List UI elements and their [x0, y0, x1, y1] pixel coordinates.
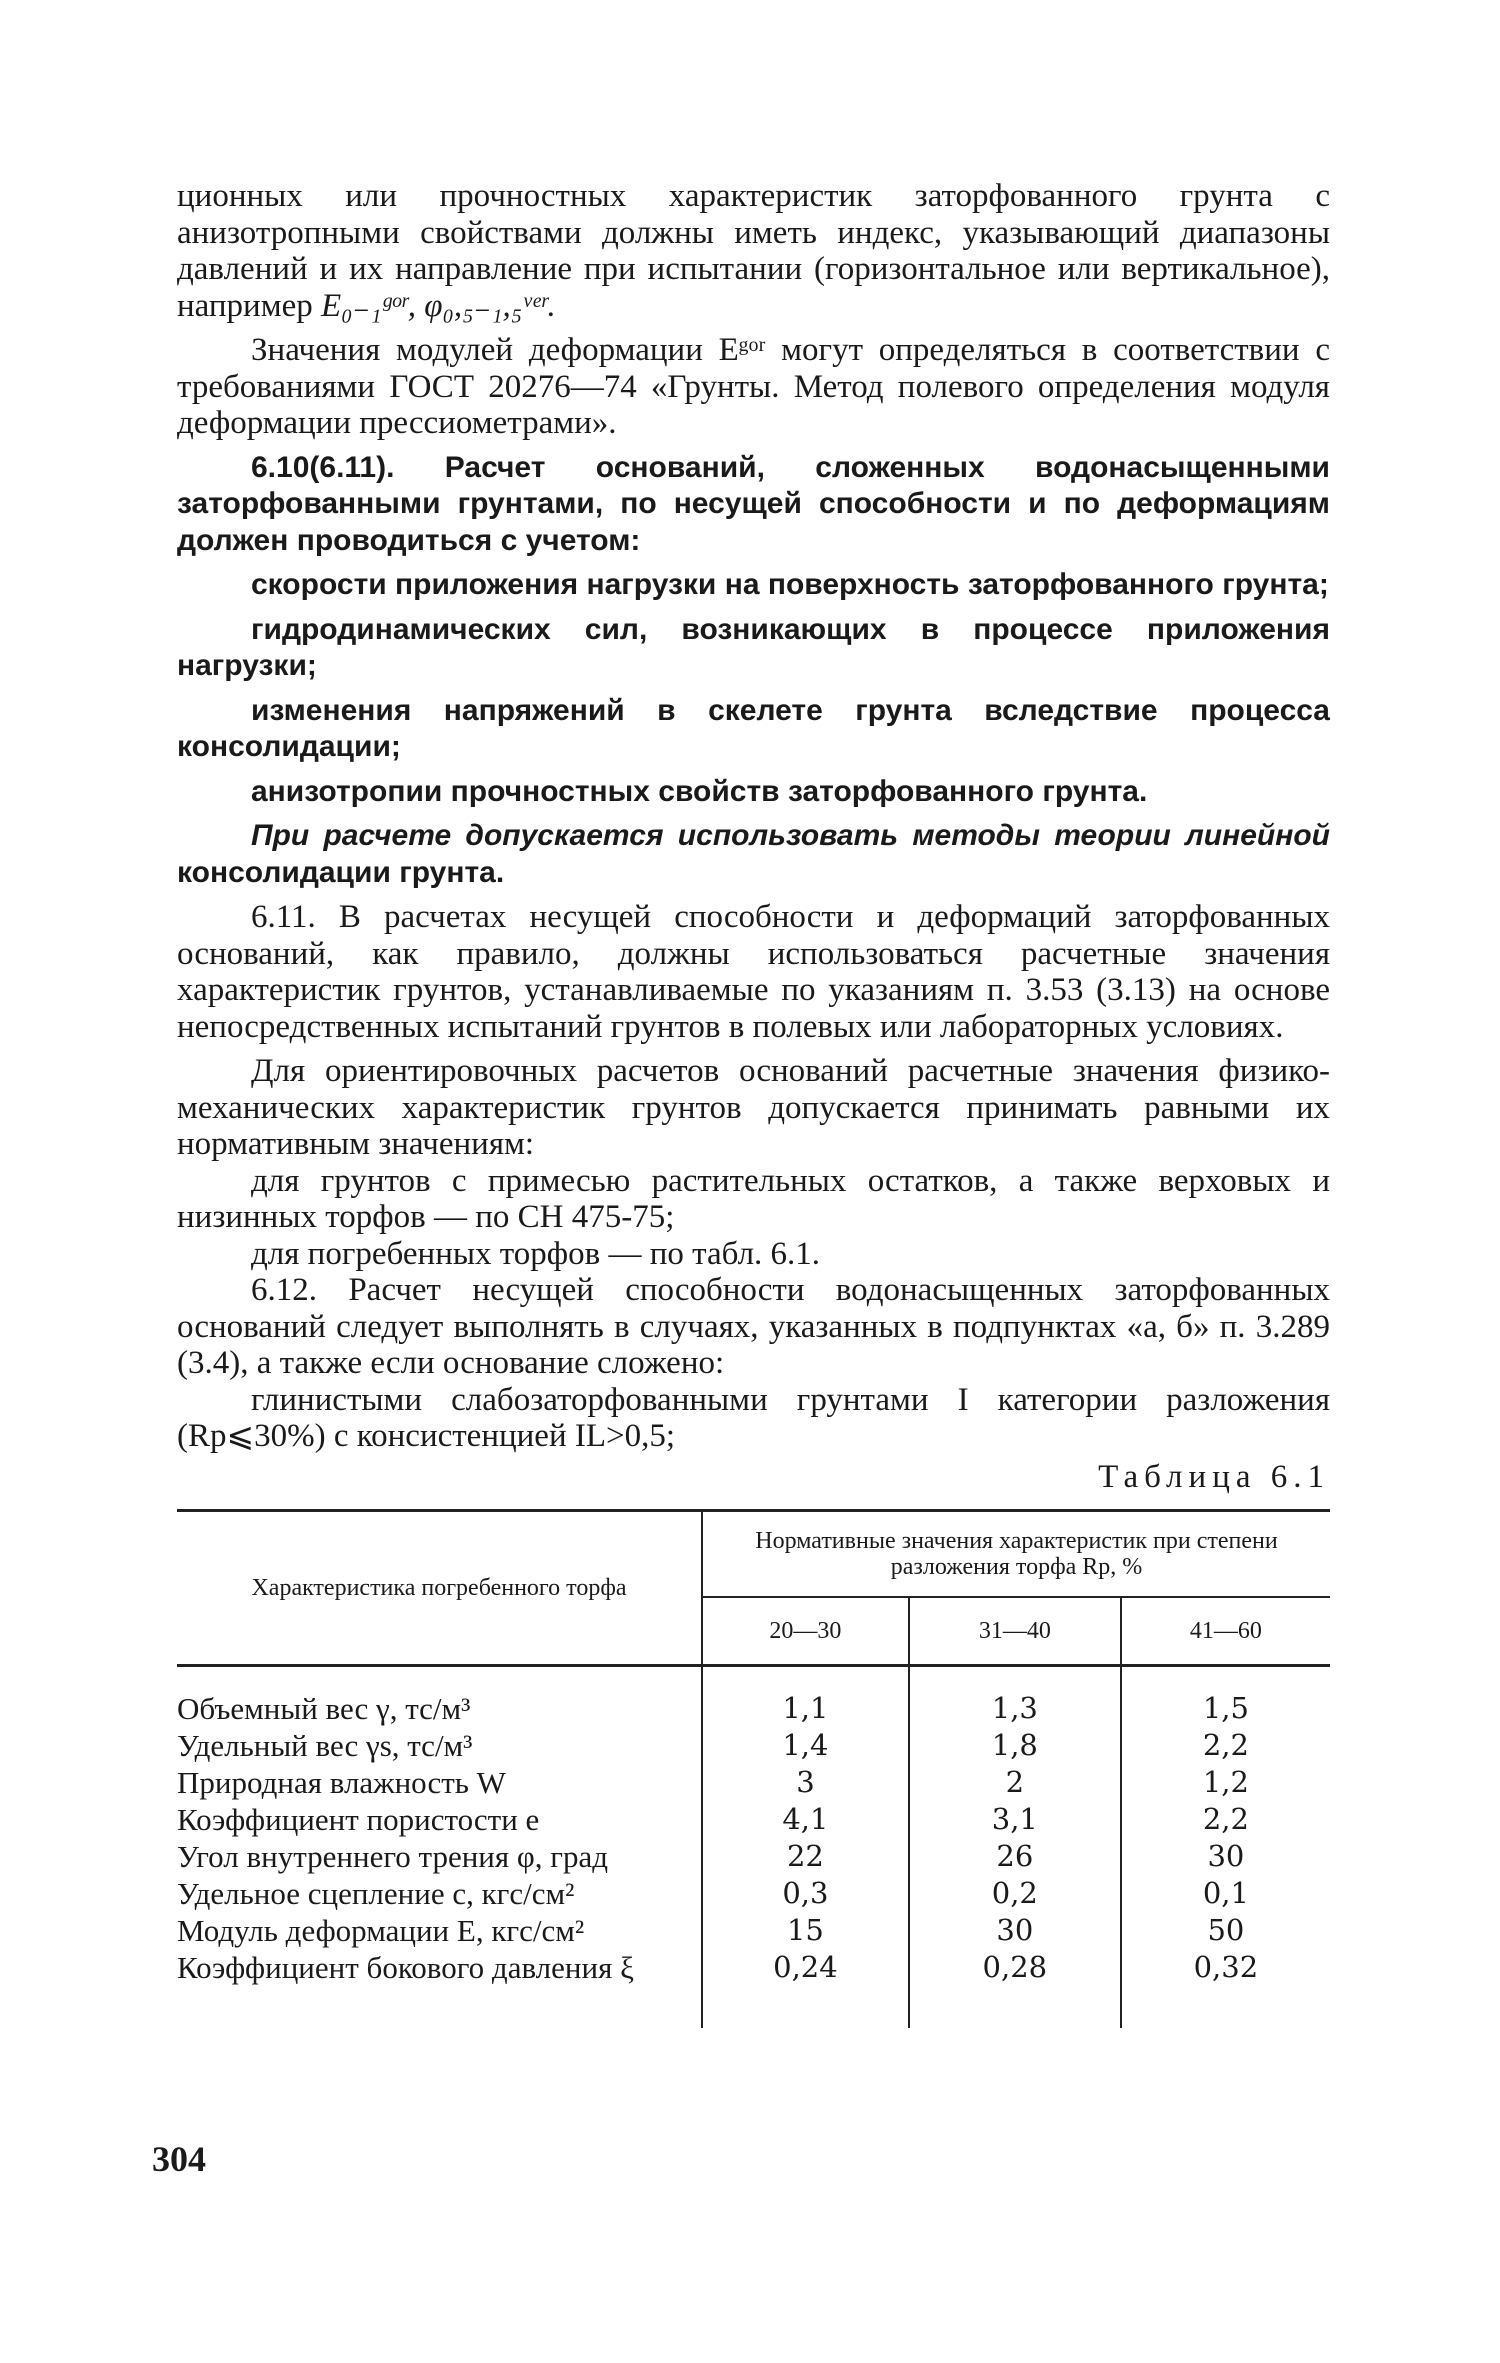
table-row — [177, 1666, 1330, 1728]
row-label: Природная влажность W — [177, 1765, 506, 1800]
col-header: 20—30 — [702, 1597, 909, 1666]
cell-value: 2,2 — [1121, 1801, 1330, 1838]
paragraph: ционных или прочностных характеристик заторфованного грунта с анизотропными свойствами должны иметь индекс, указывающий диапазоны давлений и их направление при испытании (горизонтальное или вертикальное), например E₀₋₁ᵍᵒʳ, φ₀,₅₋₁,₅ᵛᵉʳ. — [177, 178, 1330, 324]
table-title: Таблица 6.1 — [1098, 1458, 1330, 1495]
row-label: Коэффициент пористости e — [177, 1802, 540, 1837]
table-row — [177, 1764, 1330, 1801]
table-row — [177, 1801, 1330, 1838]
table-row — [177, 1912, 1330, 1949]
list-item: изменения напряжений в скелете грунта вследствие процесса консолидации; — [177, 693, 1330, 763]
list-item: глинистыми слабозаторфованными грунтами I категории разложения (Rр⩽30%) с консистенцией IL>0,5; — [177, 1381, 1330, 1454]
cell-value: 3,1 — [909, 1801, 1121, 1838]
cell-value: 0,32 — [1121, 1949, 1330, 1986]
list-item: для погребенных торфов — по табл. 6.1. — [251, 1235, 821, 1272]
section-heading: 6.10(6.11). Расчет оснований, сложенных водонасыщенными заторфованными грунтами, по несущей способности и по деформациям должен проводиться с учетом: — [177, 450, 1330, 557]
cell-value: 0,28 — [909, 1949, 1121, 1986]
col-header-characteristic: Характеристика погребенного торфа — [251, 1575, 627, 1601]
table-spacer-row — [177, 1986, 1330, 2028]
table-row — [177, 1875, 1330, 1912]
cell-value: 1,2 — [1121, 1764, 1330, 1801]
list-item: скорости приложения нагрузки на поверхность заторфованного грунта; — [251, 568, 1329, 601]
paragraph: 6.11. В расчетах несущей способности и деформаций заторфованных оснований, как правило, должны использоваться расчетные значения характеристик грунтов, устанавливаемые по указаниям п. 3.53 (3.13) на основе непосредственных испытаний грунтов в полевых или лабораторных условиях. — [177, 899, 1330, 1045]
data-table — [177, 1509, 1330, 2028]
cell-value: 15 — [702, 1912, 909, 1949]
cell-value: 50 — [1121, 1912, 1330, 1949]
cell-value: 26 — [909, 1838, 1121, 1875]
cell-value: 0,24 — [702, 1949, 909, 1986]
table-row — [177, 1727, 1330, 1764]
list-item: анизотропии прочностных свойств заторфованного грунта. — [251, 774, 1148, 808]
list-item: гидродинамических сил, возникающих в процессе приложения нагрузки; — [177, 612, 1330, 682]
cell-value: 3 — [702, 1764, 909, 1801]
cell-value: 30 — [1121, 1838, 1330, 1875]
col-header: 41—60 — [1121, 1597, 1330, 1666]
cell-value: 1,4 — [702, 1727, 909, 1764]
cell-value: 1,8 — [909, 1727, 1121, 1764]
paragraph: 6.12. Расчет несущей способности водонасыщенных заторфованных оснований следует выполнять в случаях, указанных в подпунктах «а, б» п. 3.289 (3.4), а также если основание сложено: — [177, 1272, 1330, 1381]
row-label: Коэффициент бокового давления ξ — [177, 1950, 634, 1985]
cell-value: 30 — [909, 1912, 1121, 1949]
list-item: для грунтов с примесью растительных остатков, а также верховых и низинных торфов — по СН 475-75; — [177, 1162, 1330, 1235]
cell-value: 2,2 — [1121, 1727, 1330, 1764]
row-label: Удельное сцепление c, кгс/см² — [177, 1876, 575, 1911]
col-header: 31—40 — [909, 1597, 1121, 1666]
formula: E₀₋₁ᵍᵒʳ, φ₀,₅₋₁,₅ᵛᵉʳ. — [320, 287, 556, 324]
row-label: Модуль деформации E, кгс/см² — [177, 1913, 585, 1948]
cell-value: 22 — [702, 1838, 909, 1875]
cell-value: 1,3 — [909, 1666, 1121, 1728]
cell-value: 1,5 — [1121, 1666, 1330, 1728]
row-label: Угол внутреннего трения φ, град — [177, 1839, 609, 1874]
paragraph: Значения модулей деформации Eᵍᵒʳ могут определяться в соответствии с требованиями ГОСТ 20276—74 «Грунты. Метод полевого определения модуля деформации прессиометрами». — [177, 332, 1330, 441]
row-label: Удельный вес γs, тс/м³ — [177, 1728, 473, 1763]
row-label: Объемный вес γ, тс/м³ — [177, 1691, 471, 1726]
cell-value: 0,1 — [1121, 1875, 1330, 1912]
cell-value: 1,1 — [702, 1666, 909, 1728]
table-row — [177, 1838, 1330, 1875]
paragraph: Для ориентировочных расчетов оснований расчетные значения физико-механических характеристик грунтов допускается принимать равными их нормативным значениям: — [177, 1053, 1330, 1162]
note: При расчете допускается использовать методы теории линейной консолидации грунта. — [177, 819, 1330, 889]
cell-value: 2 — [909, 1764, 1121, 1801]
cell-value: 0,3 — [702, 1875, 909, 1912]
cell-value: 0,2 — [909, 1875, 1121, 1912]
col-header-group: Нормативные значения характеристик при степени разложения торфа Rр, % — [702, 1511, 1330, 1598]
cell-value: 4,1 — [702, 1801, 909, 1838]
table-row — [177, 1949, 1330, 1986]
page-body — [177, 178, 1330, 2028]
page-number: 304 — [152, 2139, 206, 2179]
